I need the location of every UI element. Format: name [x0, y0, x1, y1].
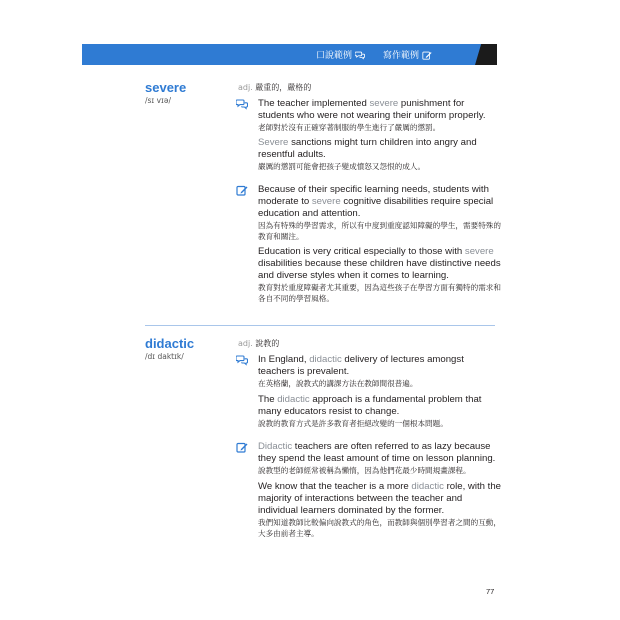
example-zh: 說教型的老師經常被稱為懶惰，因為他們花最少時間規畫課程。	[258, 466, 471, 475]
pos-abbr: adj.	[238, 83, 253, 92]
pencil-edit-icon	[422, 50, 432, 60]
writing-example	[258, 441, 503, 477]
entry-divider	[145, 325, 495, 326]
highlight-word: Didactic	[258, 441, 293, 452]
page-number: 77	[486, 587, 495, 596]
oral-example-legend	[316, 48, 365, 61]
pencil-edit-icon	[236, 441, 248, 453]
highlight-word: severe	[369, 98, 399, 109]
example-zh: 因為有特殊的學習需求，所以有中度到重度認知障礙的學生，需要特殊的教育和關注。	[258, 221, 501, 241]
highlight-word: didactic	[309, 354, 342, 365]
writing-example-legend	[383, 48, 432, 61]
example-zh: 教育對於重度障礙者尤其重要，因為這些孩子在學習方面有獨特的需求和各自不同的學習風格。	[258, 283, 501, 303]
example-en: Didactic teachers are often referred to as lazy because they spend the least amount of time on lesson planning.	[258, 441, 496, 464]
oral-example	[258, 137, 503, 173]
oral-example	[258, 394, 503, 430]
highlight-word: severe	[311, 196, 341, 207]
speech-bubbles-icon	[236, 354, 248, 366]
header-bar	[82, 44, 497, 65]
headword: severe	[145, 80, 187, 95]
pencil-edit-icon	[236, 184, 248, 196]
part-of-speech	[238, 82, 311, 93]
meaning: 說教的	[255, 339, 280, 348]
example-zh: 嚴厲的懲罰可能會把孩子變成憤怒又怨恨的成人。	[258, 162, 426, 171]
pos-abbr: adj.	[238, 339, 253, 348]
example-en: We know that the teacher is a more didactic role, with the majority of interactions between the teacher and individual learners dominated by the former.	[258, 481, 501, 516]
highlight-word: didactic	[411, 481, 444, 492]
phonetic: /sɪ vɪə/	[145, 96, 171, 105]
highlight-word: Severe	[258, 137, 289, 148]
highlight-word: didactic	[277, 394, 310, 405]
oral-example-label: 口說範例	[315, 51, 352, 61]
example-en: Education is very critical especially to those with severe disabilities because these children have distinctive needs and diverse styles when it comes to learning.	[258, 246, 501, 281]
oral-example	[258, 354, 503, 390]
phonetic: /dɪ daktɪk/	[145, 352, 184, 361]
example-zh: 我們知道教師比較偏向說教式的角色，而教師與個別學習者之間的互動，大多由前者主導。	[258, 518, 501, 538]
headword: didactic	[145, 336, 195, 351]
writing-example	[258, 184, 503, 242]
speech-bubbles-icon	[355, 50, 365, 60]
example-en: In England, didactic delivery of lectures amongst teachers is prevalent.	[258, 354, 464, 377]
oral-example	[258, 98, 503, 134]
part-of-speech	[238, 338, 279, 349]
speech-bubbles-icon	[236, 98, 248, 110]
header-legend	[316, 48, 432, 61]
writing-example	[258, 481, 503, 539]
example-zh: 在英格蘭，說教式的講課方法在教師間很普遍。	[258, 379, 418, 388]
highlight-word: severe	[464, 246, 494, 257]
writing-example-label: 寫作範例	[382, 51, 419, 61]
example-en: The teacher implemented severe punishment for students who were not wearing their uniform properly.	[258, 98, 486, 121]
example-zh: 老師對於沒有正確穿著制服的學生進行了嚴厲的懲罰。	[258, 123, 441, 132]
meaning: 嚴重的，嚴格的	[255, 83, 312, 92]
example-en: Severe sanctions might turn children into angry and resentful adults.	[258, 137, 477, 160]
example-en: Because of their specific learning needs, students with moderate to severe cognitive disabilities require special education and attention.	[258, 184, 494, 219]
example-en: The didactic approach is a fundamental problem that many educators resist to change.	[258, 394, 482, 417]
example-zh: 說教的教育方式是許多教育者拒絕改變的一個根本問題。	[258, 419, 448, 428]
writing-example	[258, 246, 503, 304]
